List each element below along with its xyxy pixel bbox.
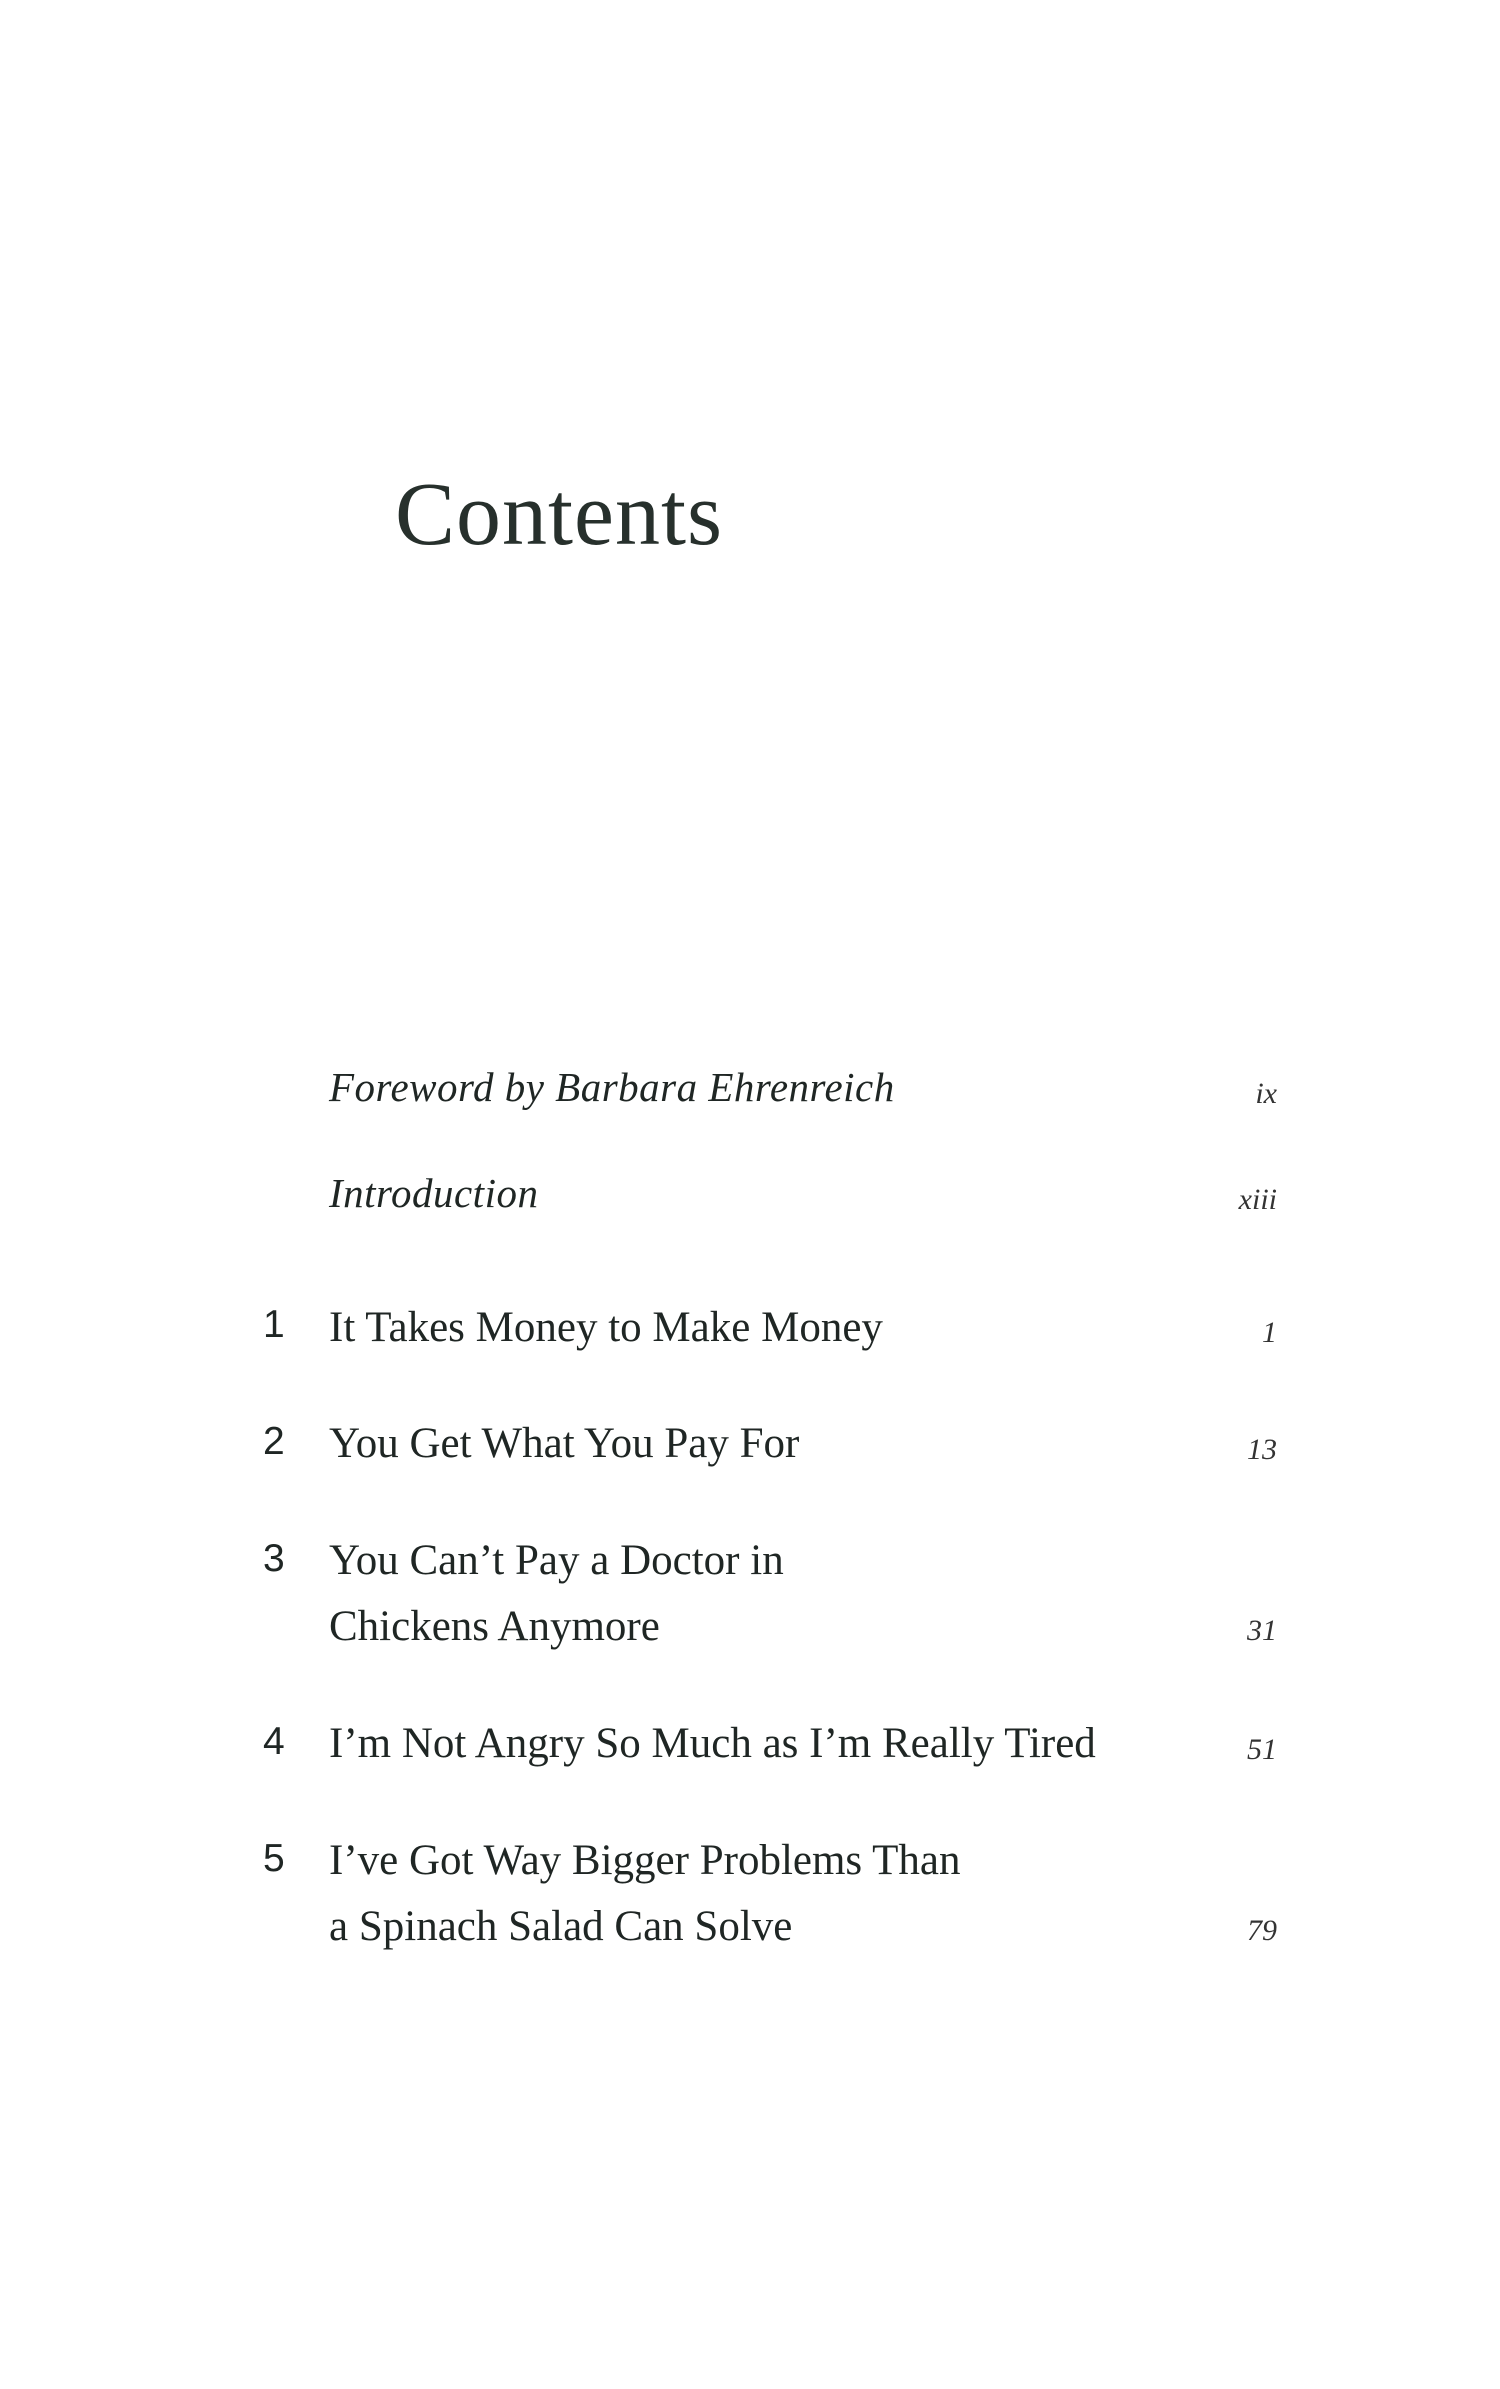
toc-entry-page: 31 (1247, 1614, 1277, 1647)
page-title: Contents (395, 465, 724, 564)
toc-entry-title: Introduction (329, 1170, 539, 1216)
toc-entry-page: 13 (1247, 1433, 1277, 1466)
toc-entry-page: 1 (1262, 1316, 1277, 1349)
toc-entry-title: You Can’t Pay a Doctor in (329, 1537, 784, 1584)
toc-entry-title: Foreword by Barbara Ehrenreich (329, 1064, 895, 1110)
toc-entry-page: ix (1255, 1077, 1277, 1110)
toc-entry-page: xiii (1238, 1183, 1277, 1216)
toc-entry-title-continued: a Spinach Salad Can Solve (329, 1903, 793, 1950)
toc-entry-number: 4 (263, 1720, 285, 1763)
toc-entry-number: 5 (263, 1837, 285, 1880)
toc-entry-title: I’ve Got Way Bigger Problems Than (329, 1837, 961, 1884)
toc-entry-number: 3 (263, 1537, 285, 1580)
toc-entry-title: I’m Not Angry So Much as I’m Really Tired (329, 1720, 1096, 1767)
toc-entry-page: 51 (1247, 1733, 1277, 1766)
toc-entry-title: You Get What You Pay For (329, 1420, 800, 1467)
toc-entry-number: 2 (263, 1420, 285, 1463)
toc-entry-title: It Takes Money to Make Money (329, 1304, 883, 1351)
toc-entry-page: 79 (1247, 1914, 1277, 1947)
toc-entry-title-continued: Chickens Anymore (329, 1603, 660, 1650)
toc-entry-number: 1 (263, 1303, 285, 1346)
